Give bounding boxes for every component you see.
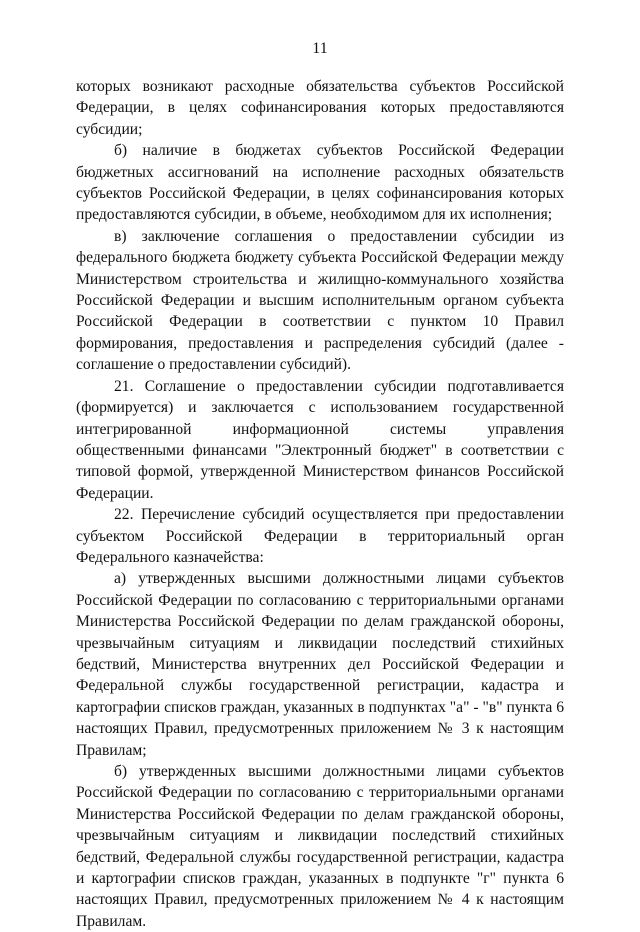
paragraph-item-v: в) заключение соглашения о предоставлении субсидии из федерального бюджета бюджету субъекта Российской Федерации между Министерством строительства и жилищно-коммунального хозяйства Российской Федерации и высшим исполнительным органом субъекта Российской Федерации в соответствии с пунктом 10 Правил формирования, предоставления и распределения субсидий (далее - соглашение о предоставлении субсидий). xyxy=(76,227,564,374)
paragraph-clause-22: 22. Перечисление субсидий осуществляется при предоставлении субъектом Российской Федерации в территориальный орган Федерального казначейства: xyxy=(76,506,564,566)
paragraph-item-b-second: б) утвержденных высшими должностными лицами субъектов Российской Федерации по согласованию с территориальными органами Министерства Российской Федерации по делам гражданской обороны, чрезвычайным ситуациям и ликвидации последствий стихийных бедствий, Федеральной службы государственной регистрации, кадастра и картографии списков граждан, указанных в подпункте "г" пункта 6 настоящих Правил, предусмотренных приложением № 4 к настоящим Правилам. xyxy=(76,763,564,930)
paragraph-clause-21: 21. Соглашение о предоставлении субсидии подготавливается (формируется) и заключается с использованием государственной интегрированной информационной системы управления общественными финансами "Электронный бюджет" в соответствии с типовой формой, утвержденной Министерством финансов Российской Федерации. xyxy=(76,377,564,502)
page-number: 11 xyxy=(312,40,328,57)
document-body xyxy=(76,76,564,932)
paragraph-continuation: которых возникают расходные обязательства субъектов Российской Федерации, в целях софинансирования которых предоставляются субсидии; xyxy=(76,78,564,138)
paragraph-item-b: б) наличие в бюджетах субъектов Российской Федерации бюджетных ассигнований на исполнение расходных обязательств субъектов Российской Федерации, в целях софинансирования которых предоставляются субсидии, в объеме, необходимом для их исполнения; xyxy=(76,142,564,224)
paragraph-item-a: а) утвержденных высшими должностными лицами субъектов Российской Федерации по согласованию с территориальными органами Министерства Российской Федерации по делам гражданской обороны, чрезвычайным ситуациям и ликвидации последствий стихийных бедствий, Министерства внутренних дел Российской Федерации и Федеральной службы государственной регистрации, кадастра и картографии списков граждан, указанных в подпунктах "а" - "в" пункта 6 настоящих Правил, предусмотренных приложением № 3 к настоящим Правилам; xyxy=(76,570,564,759)
